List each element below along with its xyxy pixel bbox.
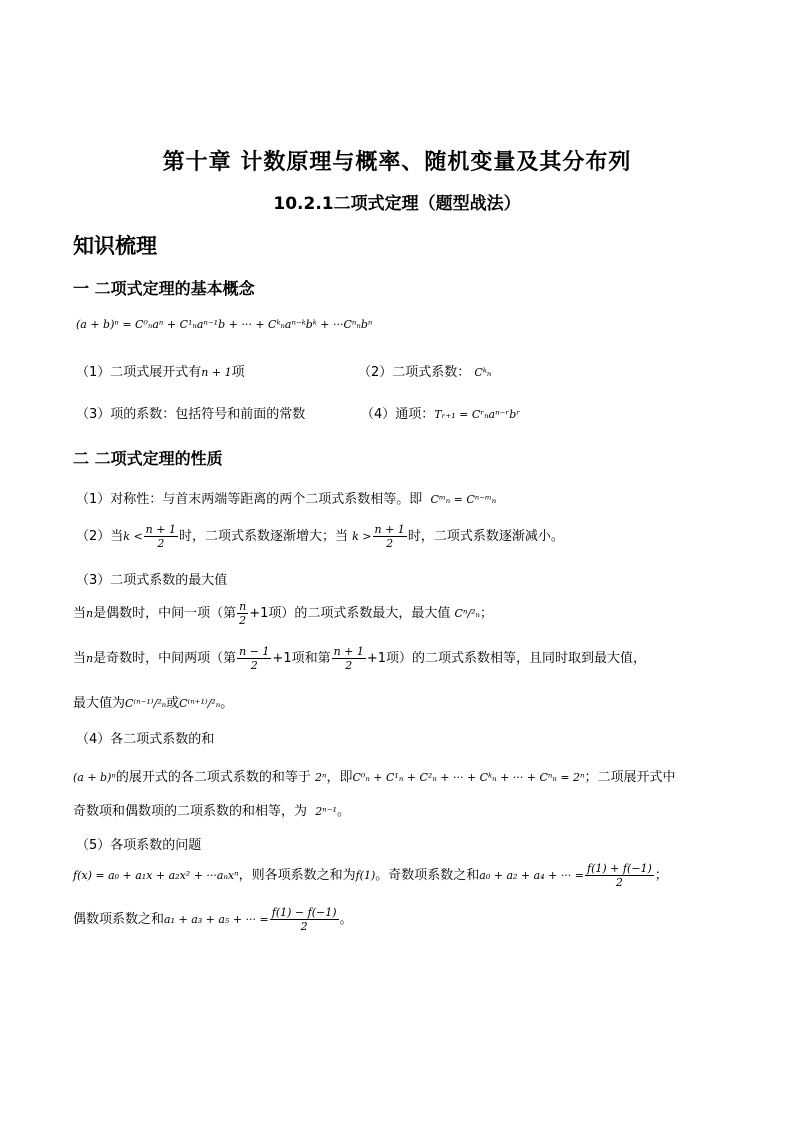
even-case bbox=[73, 600, 493, 627]
p2-k1: k < bbox=[123, 530, 143, 543]
frac-num: n + 1 bbox=[333, 645, 364, 658]
p4-e: 。 bbox=[336, 804, 350, 819]
odd-max1: C⁽ⁿ⁻¹⁾/²ₙ bbox=[125, 697, 167, 710]
frac-den: 2 bbox=[386, 537, 394, 550]
p1-text: （1）对称性：与首末两端等距离的两个二项式系数相等。即 bbox=[76, 492, 423, 507]
section1-heading: 一 二项式定理的基本概念 bbox=[73, 279, 255, 298]
even-n: n bbox=[86, 607, 94, 620]
item1-text: （1）二项式展开式有 bbox=[76, 365, 202, 380]
item2 bbox=[358, 361, 491, 380]
p5-odd: a₀ + a₂ + a₄ + ··· = bbox=[479, 869, 585, 882]
frac-den: 2 bbox=[157, 537, 165, 550]
odd-n: n bbox=[86, 652, 94, 665]
even-b: 是偶数时，中间一项（第 bbox=[93, 606, 237, 621]
p5-even: a₁ + a₃ + a₅ + ··· = bbox=[164, 913, 269, 926]
p4-a-math: (a + b)ⁿ bbox=[73, 771, 116, 784]
fraction bbox=[585, 862, 654, 889]
property-monotonic bbox=[76, 523, 564, 550]
chapter-title: 第十章 计数原理与概率、随机变量及其分布列 bbox=[162, 150, 632, 175]
item4-math: Tᵣ₊₁ = Cʳₙaⁿ⁻ʳbʳ bbox=[434, 408, 521, 421]
p5-f1: f(1) bbox=[355, 869, 376, 882]
frac-num: n − 1 bbox=[239, 645, 270, 658]
item1 bbox=[76, 361, 245, 380]
item3: （3）项的系数：包括符号和前面的常数 bbox=[76, 407, 306, 422]
frac-den: 2 bbox=[239, 614, 247, 627]
even-c: +1项）的二项式系数最大，最大值 bbox=[249, 606, 451, 621]
sum-line2 bbox=[73, 800, 350, 819]
p5-e: 。 bbox=[339, 912, 353, 927]
odd-or: 或 bbox=[166, 696, 180, 711]
item2-text: （2）二项式系数： bbox=[358, 365, 471, 380]
p4-pow2: 2ⁿ⁻¹ bbox=[315, 805, 337, 818]
p2-a: （2）当 bbox=[76, 529, 124, 544]
property-symmetry bbox=[76, 488, 496, 507]
even-d: ； bbox=[479, 606, 493, 621]
odd-b: 是奇数时，中间两项（第 bbox=[93, 651, 237, 666]
fraction bbox=[237, 645, 271, 672]
fraction bbox=[144, 523, 178, 550]
p5-f: f(x) = a₀ + a₁x + a₂x² + ···aₙxⁿ bbox=[73, 869, 239, 882]
odd-a: 当 bbox=[73, 651, 87, 666]
p2-b: 时，二项式系数逐渐增大；当 bbox=[178, 529, 348, 544]
section2-heading: 二 二项式定理的性质 bbox=[73, 449, 223, 468]
fraction bbox=[237, 600, 248, 627]
frac-num: f(1) − f(−1) bbox=[271, 906, 337, 919]
frac-den: 2 bbox=[345, 659, 353, 672]
odd-c: +1项和第 bbox=[272, 651, 331, 666]
sum-line1 bbox=[73, 766, 676, 785]
p4-pow: 2ⁿ bbox=[315, 771, 327, 784]
knowledge-heading: 知识梳理 bbox=[73, 234, 157, 258]
odd-case bbox=[73, 645, 646, 672]
p4-c: ；二项展开式中 bbox=[584, 770, 676, 785]
property-max-heading: （3）二项式系数的最大值 bbox=[76, 573, 228, 588]
item1-tail: 项 bbox=[231, 365, 245, 380]
even-a: 当 bbox=[73, 606, 87, 621]
p4-a: 的展开式的各二项式系数的和等于 bbox=[115, 770, 311, 785]
p4-b: ，即 bbox=[326, 770, 353, 785]
fraction bbox=[332, 645, 366, 672]
p2-k2: k > bbox=[352, 530, 372, 543]
p4-d: 奇数项和偶数项的二项系数的和相等，为 bbox=[73, 804, 308, 819]
fraction bbox=[373, 523, 407, 550]
item1-math: n + 1 bbox=[201, 366, 232, 379]
item4 bbox=[361, 403, 520, 422]
p5-b: 。奇数项系数之和 bbox=[375, 868, 480, 883]
p5-a: ，则各项系数之和为 bbox=[238, 868, 356, 883]
frac-num: n + 1 bbox=[374, 523, 405, 536]
frac-den: 2 bbox=[615, 876, 623, 889]
p1-math: Cᵐₙ = Cⁿ⁻ᵐₙ bbox=[430, 493, 497, 506]
odd-e: 最大值为 bbox=[73, 696, 126, 711]
p5-d: 偶数项系数之和 bbox=[73, 912, 165, 927]
property-sum-heading: （4）各二项式系数的和 bbox=[76, 732, 215, 747]
p2-c: 时，二项式系数逐渐减小。 bbox=[407, 529, 564, 544]
odd-max bbox=[73, 692, 233, 711]
frac-num: f(1) + f(−1) bbox=[587, 862, 652, 875]
property-coef-heading: （5）各项系数的问题 bbox=[76, 838, 202, 853]
binomial-formula: (a + b)ⁿ = C⁰ₙaⁿ + C¹ₙaⁿ⁻¹b + ··· + Cᵏₙaⁿ⁻ᵏbᵏ + ···Cⁿₙbⁿ bbox=[76, 318, 373, 331]
odd-max2: C⁽ⁿ⁺¹⁾/²ₙ bbox=[179, 697, 221, 710]
fraction bbox=[270, 906, 339, 933]
item4-text: （4）通项： bbox=[361, 407, 435, 422]
coef-line2 bbox=[73, 906, 353, 933]
frac-den: 2 bbox=[300, 920, 308, 933]
odd-d: +1项）的二项式系数相等，且同时取到最大值， bbox=[366, 651, 647, 666]
section-subtitle: 10.2.1二项式定理（题型战法） bbox=[273, 194, 521, 214]
coef-line1 bbox=[73, 862, 668, 889]
p5-c: ； bbox=[654, 868, 668, 883]
frac-num: n + 1 bbox=[145, 523, 176, 536]
even-max: Cⁿ/²ₙ bbox=[454, 607, 480, 620]
odd-end: 。 bbox=[220, 696, 234, 711]
frac-den: 2 bbox=[250, 659, 258, 672]
frac-num: n bbox=[239, 600, 247, 613]
p4-sum: C⁰ₙ + C¹ₙ + C²ₙ + ··· + Cᵏₙ + ··· + Cⁿₙ = 2ⁿ bbox=[352, 771, 585, 784]
item2-math: Cᵏₙ bbox=[474, 366, 492, 379]
